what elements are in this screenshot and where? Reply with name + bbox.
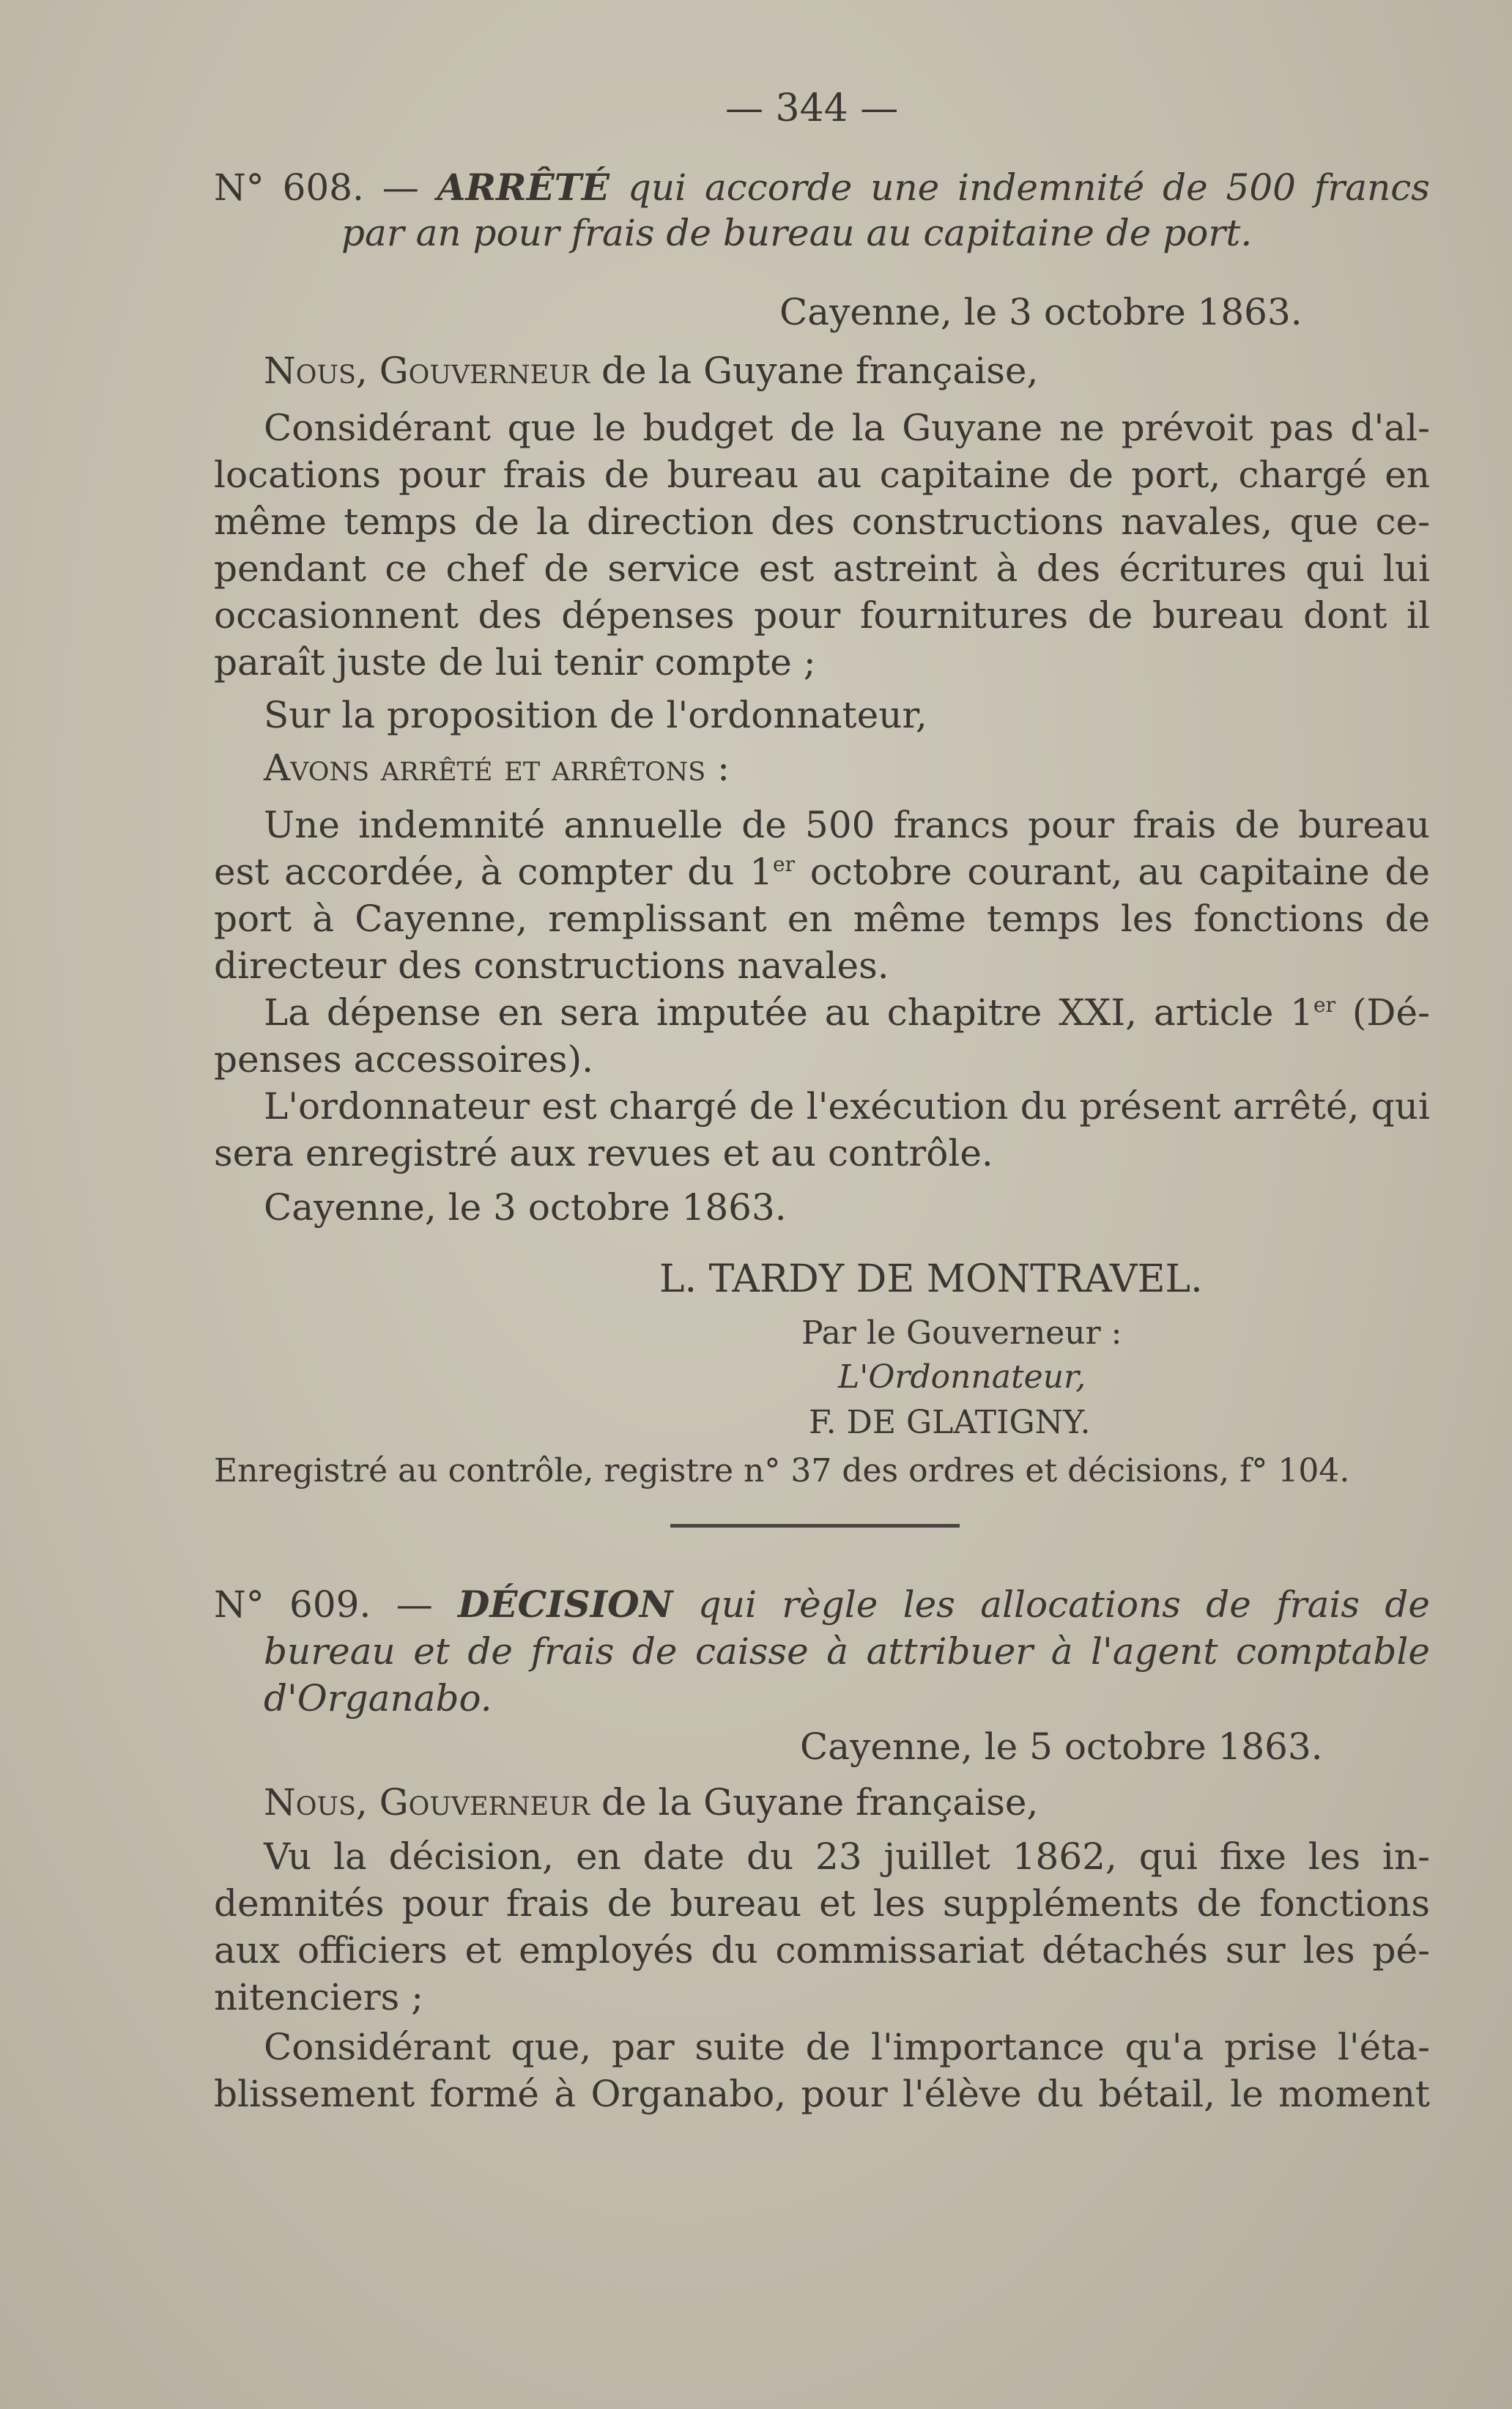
decree-608-considerant-1: Considérant que le budget de la Guyane ne prévoit pas d'al- [264, 407, 1430, 449]
decree-608-par-le-gouverneur: Par le Gouverneur : [801, 1314, 1122, 1352]
decree-608-considerant-5: occasionnent des dépenses pour fournitures de bureau dont il [214, 594, 1430, 637]
decree-608-indemnite-4: directeur des constructions navales. [214, 944, 889, 987]
decree-608-enregistre: Enregistré au contrôle, registre n° 37 des ordres et décisions, f° 104. [214, 1452, 1350, 1490]
decision-609-nous-rest: de la Guyane française, [590, 1781, 1039, 1824]
decree-608-heading-line-1 [214, 166, 1430, 210]
decision-609-heading-line-1 [214, 1583, 1430, 1627]
decree-608-depense-1-sup: er [1313, 993, 1335, 1017]
decision-609-vu-4: nitenciers ; [214, 1976, 423, 2018]
decree-608-considerant-4: pendant ce chef de service est astreint à des écritures qui lui [214, 547, 1430, 590]
decree-608-ordonnateur-label: L'Ordonnateur, [838, 1358, 1086, 1396]
decree-608-depense-1 [264, 991, 1430, 1035]
decree-608-avons-arrete: Avons arrêté et arrêtons : [264, 747, 730, 789]
decree-608-ordonnateur-1: L'ordonnateur est chargé de l'exécution du présent arrêté, qui [264, 1085, 1430, 1128]
decree-608-indemnite-2 [214, 850, 1430, 894]
decree-608-considerant-3: même temps de la direction des constructions navales, que ce- [214, 500, 1430, 543]
decision-609-date: Cayenne, le 5 octobre 1863. [800, 1725, 1323, 1768]
decision-609-vu-3: aux officiers et employés du commissariat détachés sur les pé- [214, 1929, 1430, 1972]
decision-609-type: DÉCISION [458, 1583, 673, 1626]
decree-608-considerant-2: locations pour frais de bureau au capitaine de port, chargé en [214, 454, 1430, 496]
decree-608-indemnite-2-a: est accordée, à compter du 1 [214, 851, 774, 893]
decree-608-indemnite-2-b: octobre courant, au capitaine de [795, 851, 1430, 893]
decision-609-nous [264, 1780, 1038, 1824]
decree-608-considerant-6: paraît juste de lui tenir compte ; [214, 641, 816, 684]
decision-609-nous-gouverneur: Nous, Gouverneur [264, 1781, 590, 1824]
page-number: — 344 — [725, 86, 899, 130]
decree-608-closing-date: Cayenne, le 3 octobre 1863. [264, 1186, 787, 1229]
decision-609-title-2: bureau et de frais de caisse à attribuer à l'agent comptable [264, 1630, 1430, 1673]
decree-608-sur-proposition: Sur la proposition de l'ordonnateur, [264, 694, 927, 736]
decision-609-considerant-2: blissement formé à Organabo, pour l'élève du bétail, le moment [214, 2073, 1430, 2115]
decree-608-type: ARRÊTÉ [437, 166, 610, 209]
decision-609-title-1: qui règle les allocations de frais de [697, 1583, 1430, 1626]
decree-608-indemnite-3: port à Cayenne, remplissant en même temps les fonctions de [214, 898, 1430, 940]
decision-609-considerant-1: Considérant que, par suite de l'importance qu'a prise l'éta- [264, 2026, 1430, 2068]
decision-609-number: N° 609. [214, 1583, 371, 1626]
decree-608-date: Cayenne, le 3 octobre 1863. [779, 291, 1302, 333]
section-divider [670, 1524, 960, 1528]
decree-608-dash: — [382, 166, 419, 209]
decision-609-vu-2: demnités pour frais de bureau et les suppléments de fonctions [214, 1882, 1430, 1925]
decree-608-nous-gouverneur: Nous, Gouverneur [264, 349, 590, 392]
decision-609-vu-1: Vu la décision, en date du 23 juillet 1862, qui fixe les in- [264, 1835, 1430, 1878]
decree-608-indemnite-1: Une indemnité annuelle de 500 francs pour frais de bureau [264, 804, 1430, 846]
decree-608-glatigny: F. DE GLATIGNY. [809, 1404, 1091, 1441]
decree-608-depense-1-a: La dépense en sera imputée au chapitre XXI, article 1 [264, 991, 1314, 1034]
decree-608-number: N° 608. [214, 166, 364, 209]
decree-608-nous-rest: de la Guyane française, [590, 349, 1039, 392]
decision-609-title-3: d'Organabo. [264, 1677, 492, 1720]
decree-608-title-2: par an pour frais de bureau au capitaine de port. [341, 212, 1253, 254]
decree-608-nous [264, 349, 1038, 393]
decree-608-title-1: qui accorde une indemnité de 500 francs [627, 166, 1430, 209]
decree-608-depense-2: penses accessoires). [214, 1038, 593, 1081]
decision-609-dash: — [396, 1583, 433, 1626]
decree-608-signature: L. TARDY DE MONTRAVEL. [659, 1257, 1203, 1301]
decree-608-indemnite-2-sup: er [773, 852, 796, 876]
decree-608-depense-1-b: (Dé- [1335, 991, 1430, 1034]
decree-608-ordonnateur-2: sera enregistré aux revues et au contrôle. [214, 1132, 993, 1174]
